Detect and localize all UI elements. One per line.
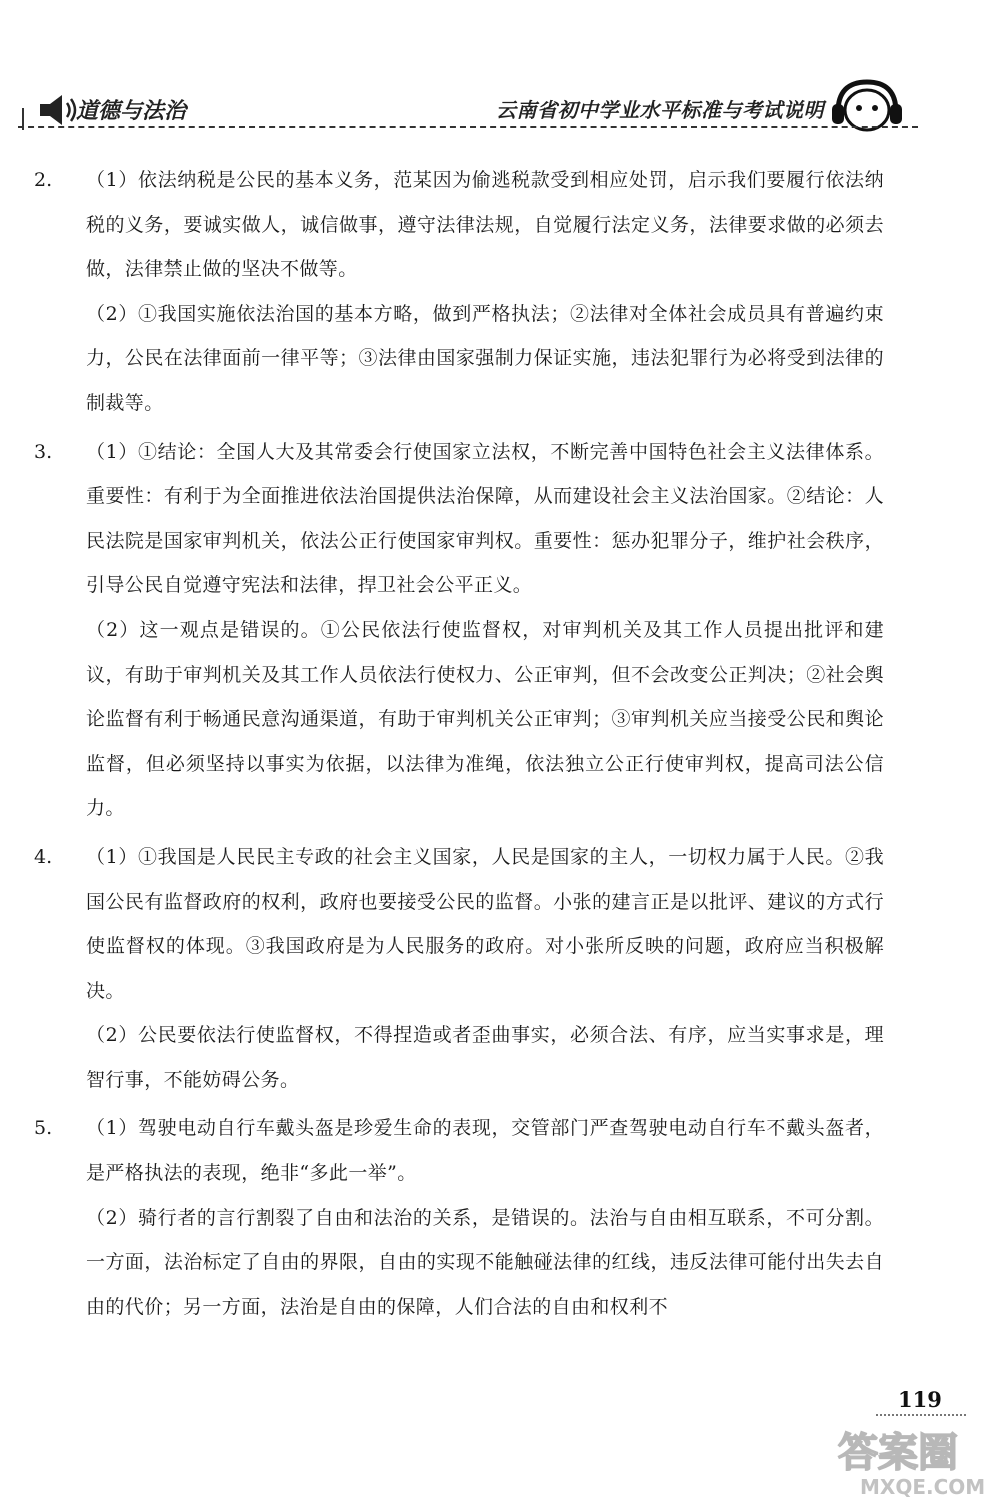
question-number: 2. [34, 169, 53, 191]
watermark-text: 答案圈 [838, 1430, 958, 1476]
page-header [18, 78, 918, 138]
question-4 [0, 835, 1000, 1103]
book-title: 云南省初中学业水平标准与考试说明 [496, 98, 824, 122]
watermark-logo [820, 1418, 990, 1498]
question-3 [0, 430, 1000, 831]
question-5 [0, 1106, 1000, 1329]
subject-title: 道德与法治 [76, 99, 187, 124]
answer-content [0, 158, 1000, 1329]
answer-paragraph: （2）①我国实施依法治国的基本方略，做到严格执法；②法律对全体社会成员具有普遍约束力，公民在法律面前一律平等；③法律由国家强制力保证实施，违法犯罪行为必将受到法律的制裁等。 [86, 302, 884, 414]
question-number: 3. [34, 440, 53, 463]
question-2 [0, 158, 1000, 426]
answer-paragraph: （1）①我国是人民民主专政的社会主义国家，人民是国家的主人，一切权力属于人民。②我国公民有监督政府的权利，政府也要接受公民的监督。小张的建言正是以批评、建议的方式行使监督权的体现。③我国政府是为人民服务的政府。对小张所反映的问题，政府应当积极解决。 [86, 845, 884, 1002]
answer-paragraph: （2）公民要依法行使监督权，不得捏造或者歪曲事实，必须合法、有序，应当实事求是，理智行事，不能妨碍公务。 [86, 1024, 884, 1091]
page-number: 119 [898, 1387, 942, 1412]
answer-paragraph: （2）骑行者的言行割裂了自由和法治的关系，是错误的。法治与自由相互联系，不可分割。一方面，法治标定了自由的界限，自由的实现不能触碰法律的红线，违反法律可能付出失去自由的代价；另一方面，法治是自由的保障，人们合法的自由和权利不 [86, 1206, 884, 1318]
question-number: 4. [34, 845, 53, 868]
question-number: 5. [34, 1117, 53, 1140]
header-divider [18, 126, 918, 128]
watermark-url: MXQE.COM [860, 1475, 986, 1498]
answer-paragraph: （2）这一观点是错误的。①公民依法行使监督权，对审判机关及其工作人员提出批评和建议，有助于审判机关及其工作人员依法行使权力、公正审判，但不会改变公正判决；②社会舆论监督有利于畅通民意沟通渠道，有助于审判机关公正审判；③审判机关应当接受公民和舆论监督，但必须坚持以事实为依据，以法律为准绳，依法独立公正行使审判权，提高司法公信力。 [86, 618, 884, 820]
page-number-underline [876, 1414, 966, 1416]
answer-paragraph: （1）驾驶电动自行车戴头盔是珍爱生命的表现，交管部门严查驾驶电动自行车不戴头盔者，是严格执法的表现，绝非“多此一举”。 [86, 1117, 884, 1185]
answer-paragraph: （1）依法纳税是公民的基本义务，范某因为偷逃税款受到相应处罚，启示我们要履行依法纳税的义务，要诚实做人，诚信做事，遵守法律法规，自觉履行法定义务，法律要求做的必须去做，法律禁止做的坚决不做等。 [86, 169, 884, 281]
answer-paragraph: （1）①结论：全国人大及其常委会行使国家立法权，不断完善中国特色社会主义法律体系。重要性：有利于为全面推进依法治国提供法治保障，从而建设社会主义法治国家。②结论：人民法院是国家审判机关，依法公正行使国家审判权。重要性：惩办犯罪分子，维护社会秩序，引导公民自觉遵守宪法和法律，捍卫社会公平正义。 [86, 440, 884, 597]
